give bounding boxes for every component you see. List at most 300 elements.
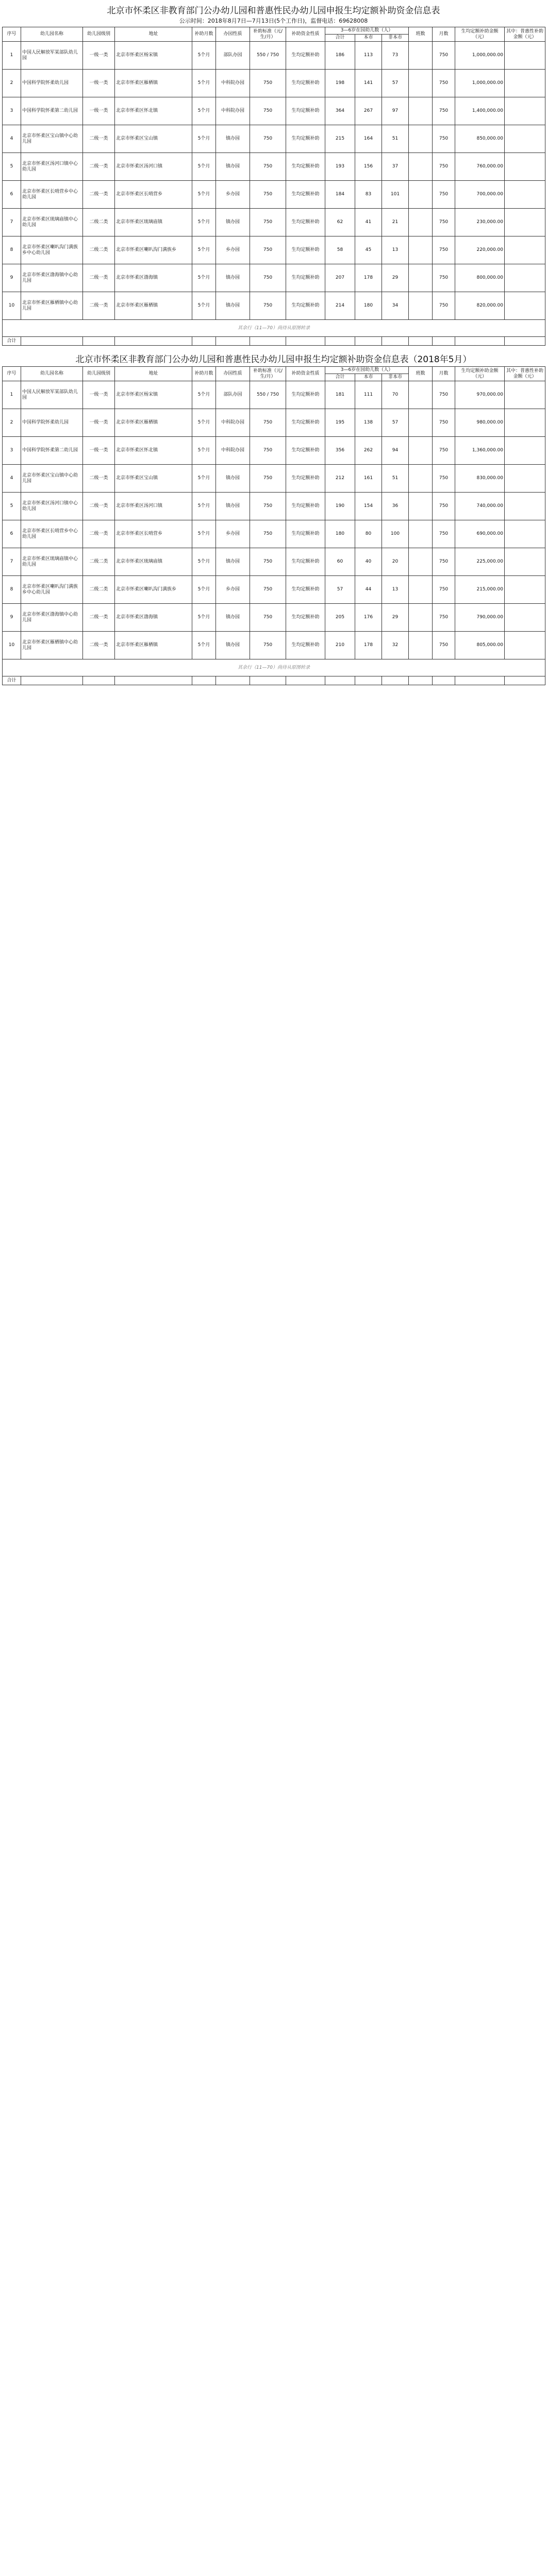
header-kids-group: 3—6岁在园幼儿数（人）	[325, 367, 409, 374]
table-cell: 750	[250, 548, 286, 576]
table-cell: 750	[250, 209, 286, 236]
totals-row	[3, 676, 545, 685]
totals-cell	[505, 337, 545, 346]
table-row	[3, 125, 545, 153]
table-cell: 80	[355, 520, 382, 548]
table-cell	[505, 264, 545, 292]
table-cell: 生均定额补助	[286, 437, 325, 465]
table-cell: 生均定额补助	[286, 153, 325, 181]
header-standard: 补助标准（元/生/月）	[250, 27, 286, 42]
header-remark: 其中：普惠性补助金额（元）	[505, 367, 545, 381]
table-cell: 1,000,000.00	[455, 70, 505, 97]
table-cell: 21	[382, 209, 409, 236]
table-cell	[505, 42, 545, 70]
table-cell: 9	[3, 604, 21, 632]
totals-cell	[216, 337, 250, 346]
totals-cell	[286, 676, 325, 685]
table-cell: 5个月	[192, 70, 216, 97]
table-row	[3, 181, 545, 209]
table-cell: 750	[433, 381, 455, 409]
table-cell: 138	[355, 409, 382, 437]
table-cell: 生均定额补助	[286, 181, 325, 209]
table-cell: 10	[3, 292, 21, 320]
table-cell: 750	[250, 632, 286, 659]
table-cell	[505, 409, 545, 437]
table-cell: 37	[382, 153, 409, 181]
table-cell: 北京市怀柔区怀北镇	[115, 437, 192, 465]
totals-cell	[21, 337, 83, 346]
table-cell	[505, 209, 545, 236]
table-cell: 51	[382, 125, 409, 153]
table-cell	[505, 437, 545, 465]
totals-cell	[286, 337, 325, 346]
funding-table	[2, 27, 545, 346]
table-row	[3, 632, 545, 659]
table-row	[3, 236, 545, 264]
header-no: 序号	[3, 367, 21, 381]
table-cell: 5个月	[192, 125, 216, 153]
table-row	[3, 437, 545, 465]
table-cell: 750	[250, 576, 286, 604]
table-cell: 1,400,000.00	[455, 97, 505, 125]
table-cell: 750	[433, 264, 455, 292]
table-cell: 740,000.00	[455, 493, 505, 520]
table-cell: 北京市怀柔区琉璃庙镇中心幼儿园	[21, 548, 83, 576]
table-cell: 212	[325, 465, 355, 493]
table-row	[3, 548, 545, 576]
table-cell: 北京市怀柔区汤河口镇中心幼儿园	[21, 153, 83, 181]
table-cell	[505, 465, 545, 493]
table-cell: 一级一类	[83, 409, 115, 437]
table-cell	[409, 264, 433, 292]
table-cell	[409, 576, 433, 604]
table-cell	[505, 632, 545, 659]
table-cell: 5个月	[192, 409, 216, 437]
table-cell: 5个月	[192, 493, 216, 520]
table-cell: 北京市怀柔区长哨营乡	[115, 520, 192, 548]
table-cell: 100	[382, 520, 409, 548]
table-cell: 中国科学院怀柔第二幼儿园	[21, 437, 83, 465]
table-cell: 5个月	[192, 520, 216, 548]
table-cell: 中国人民解放军某部队幼儿园	[21, 381, 83, 409]
table-title: 北京市怀柔区非教育部门公办幼儿园和普惠性民办幼儿园申报生均定额补助资金信息表（2018年5月）	[75, 354, 472, 365]
table-cell: 180	[355, 292, 382, 320]
totals-cell	[455, 337, 505, 346]
table-row	[3, 465, 545, 493]
table-cell: 820,000.00	[455, 292, 505, 320]
table-cell: 北京市怀柔区雁栖镇	[115, 292, 192, 320]
header-nature: 补助资金性质	[286, 27, 325, 42]
table-cell	[409, 409, 433, 437]
totals-cell	[433, 676, 455, 685]
header-name: 幼儿园名称	[21, 27, 83, 42]
table-cell: 161	[355, 465, 382, 493]
table-cell: 750	[250, 493, 286, 520]
table-cell: 镇办园	[216, 292, 250, 320]
table-cell: 215	[325, 125, 355, 153]
table-cell: 北京市怀柔区喇叭沟门满族乡	[115, 576, 192, 604]
table-cell: 北京市怀柔区雁栖镇中心幼儿园	[21, 292, 83, 320]
table-cell: 750	[250, 153, 286, 181]
table-cell: 一级一类	[83, 437, 115, 465]
header-classes: 班数	[409, 27, 433, 42]
table-cell: 中国科学院怀柔第二幼儿园	[21, 97, 83, 125]
totals-cell	[250, 676, 286, 685]
totals-cell	[505, 676, 545, 685]
table-cell: 镇办园	[216, 125, 250, 153]
table-cell: 970,000.00	[455, 381, 505, 409]
table-cell: 13	[382, 576, 409, 604]
table-cell	[505, 381, 545, 409]
table-cell: 750	[433, 125, 455, 153]
table-cell: 750	[250, 264, 286, 292]
table-cell: 5个月	[192, 181, 216, 209]
table-cell: 生均定额补助	[286, 520, 325, 548]
table-cell: 750	[433, 576, 455, 604]
table-cell: 750	[433, 236, 455, 264]
table-cell: 二级一类	[83, 520, 115, 548]
table-cell: 1	[3, 381, 21, 409]
table-cell	[505, 576, 545, 604]
table-cell: 北京市怀柔区汤河口镇	[115, 493, 192, 520]
table-cell: 二级一类	[83, 632, 115, 659]
table-cell: 5个月	[192, 264, 216, 292]
table-cell: 5个月	[192, 632, 216, 659]
table-cell: 一级一类	[83, 97, 115, 125]
table-cell: 760,000.00	[455, 153, 505, 181]
table-cell: 186	[325, 42, 355, 70]
table-cell: 镇办园	[216, 264, 250, 292]
totals-cell	[83, 337, 115, 346]
table-cell: 225,000.00	[455, 548, 505, 576]
table-cell: 356	[325, 437, 355, 465]
rows-note: 其余行（11—70）尚待从原图转录	[3, 659, 545, 676]
table-row	[3, 153, 545, 181]
table-cell: 267	[355, 97, 382, 125]
table-cell: 5个月	[192, 153, 216, 181]
table-cell: 乡办园	[216, 520, 250, 548]
table-cell: 中科院办园	[216, 409, 250, 437]
table-cell: 二级一类	[83, 125, 115, 153]
table-cell: 二级二类	[83, 209, 115, 236]
table-cell: 北京市怀柔区渤海镇中心幼儿园	[21, 604, 83, 632]
header-type: 办园性质	[216, 367, 250, 381]
table-cell	[409, 153, 433, 181]
table-cell: 北京市怀柔区宝山镇	[115, 125, 192, 153]
table-cell: 生均定额补助	[286, 70, 325, 97]
table-cell: 1,000,000.00	[455, 42, 505, 70]
table-cell: 750	[433, 70, 455, 97]
table-cell: 210	[325, 632, 355, 659]
table-cell: 57	[382, 70, 409, 97]
table-cell: 215,000.00	[455, 576, 505, 604]
table-cell: 141	[355, 70, 382, 97]
table-row	[3, 576, 545, 604]
table-cell: 北京市怀柔区琉璃庙镇	[115, 209, 192, 236]
table-cell	[505, 125, 545, 153]
table-cell: 生均定额补助	[286, 548, 325, 576]
table-cell	[505, 97, 545, 125]
table-cell: 二级一类	[83, 604, 115, 632]
table-cell: 750	[433, 292, 455, 320]
table-cell: 750	[250, 97, 286, 125]
table-cell	[505, 604, 545, 632]
header-row	[3, 27, 545, 35]
table-cell	[409, 209, 433, 236]
table-cell: 生均定额补助	[286, 264, 325, 292]
table-cell: 750	[433, 465, 455, 493]
table-cell	[409, 465, 433, 493]
header-classes: 班数	[409, 367, 433, 381]
table-cell: 750	[250, 70, 286, 97]
table-cell: 181	[325, 381, 355, 409]
table-cell: 镇办园	[216, 465, 250, 493]
table-cell	[409, 520, 433, 548]
table-cell: 36	[382, 493, 409, 520]
table-cell: 生均定额补助	[286, 465, 325, 493]
table-cell: 750	[433, 153, 455, 181]
totals-cell	[382, 337, 409, 346]
header-months-pay: 月数	[433, 367, 455, 381]
table-cell: 60	[325, 548, 355, 576]
table-cell: 750	[250, 520, 286, 548]
totals-cell	[115, 676, 192, 685]
totals-cell	[325, 337, 355, 346]
table-cell: 二级二类	[83, 548, 115, 576]
header-kids-nonlocal: 非本市	[382, 374, 409, 381]
table-cell: 生均定额补助	[286, 576, 325, 604]
table-cell: 58	[325, 236, 355, 264]
table-cell: 二级一类	[83, 292, 115, 320]
table-cell: 中科院办园	[216, 437, 250, 465]
table-cell: 94	[382, 437, 409, 465]
table-cell: 830,000.00	[455, 465, 505, 493]
table-cell: 750	[433, 632, 455, 659]
table-cell: 二级一类	[83, 181, 115, 209]
table-cell: 3	[3, 437, 21, 465]
table-cell: 北京市怀柔区宝山镇	[115, 465, 192, 493]
table-cell: 214	[325, 292, 355, 320]
table-cell: 二级二类	[83, 236, 115, 264]
table-cell: 57	[382, 409, 409, 437]
table-cell: 193	[325, 153, 355, 181]
table-cell: 178	[355, 264, 382, 292]
table-row	[3, 409, 545, 437]
table-cell: 230,000.00	[455, 209, 505, 236]
table-cell: 205	[325, 604, 355, 632]
table-cell: 6	[3, 181, 21, 209]
table-cell: 62	[325, 209, 355, 236]
header-level: 幼儿园级别	[83, 27, 115, 42]
header-name: 幼儿园名称	[21, 367, 83, 381]
table-cell: 101	[382, 181, 409, 209]
table-row	[3, 70, 545, 97]
table-cell: 13	[382, 236, 409, 264]
table-subtitle: 公示时间：2018年8月7日—7月13日(5个工作日)，监督电话：69628008	[179, 18, 368, 24]
table-cell: 北京市怀柔区渤海镇	[115, 604, 192, 632]
table-cell: 5个月	[192, 209, 216, 236]
totals-cell	[455, 676, 505, 685]
header-months-pay: 月数	[433, 27, 455, 42]
table-cell: 5个月	[192, 42, 216, 70]
table-cell: 北京市怀柔区雁栖镇	[115, 632, 192, 659]
header-address: 地址	[115, 27, 192, 42]
table-cell	[505, 520, 545, 548]
table-cell: 750	[433, 409, 455, 437]
table-cell: 生均定额补助	[286, 97, 325, 125]
totals-cell	[433, 337, 455, 346]
table-cell: 生均定额补助	[286, 125, 325, 153]
table-cell: 镇办园	[216, 632, 250, 659]
table-cell: 750	[433, 42, 455, 70]
table-cell	[409, 381, 433, 409]
section-separator	[2, 346, 545, 351]
table-cell: 2	[3, 70, 21, 97]
table-cell: 北京市怀柔区琉璃庙镇	[115, 548, 192, 576]
table-cell: 1,360,000.00	[455, 437, 505, 465]
table-cell: 生均定额补助	[286, 409, 325, 437]
table-cell: 4	[3, 125, 21, 153]
table-cell: 40	[355, 548, 382, 576]
table-row	[3, 493, 545, 520]
table-row	[3, 42, 545, 70]
table-cell	[409, 236, 433, 264]
header-months: 补助月数	[192, 27, 216, 42]
table-cell: 10	[3, 632, 21, 659]
table-cell: 180	[325, 520, 355, 548]
table-cell: 二级一类	[83, 465, 115, 493]
table-cell: 二级一类	[83, 264, 115, 292]
table-cell: 700,000.00	[455, 181, 505, 209]
table-cell: 5个月	[192, 576, 216, 604]
table-cell: 97	[382, 97, 409, 125]
table-cell: 镇办园	[216, 153, 250, 181]
table-cell: 32	[382, 632, 409, 659]
table-cell: 北京市怀柔区渤海镇中心幼儿园	[21, 264, 83, 292]
table-cell	[505, 493, 545, 520]
totals-cell	[21, 676, 83, 685]
table-cell: 中科院办园	[216, 70, 250, 97]
table-cell: 750	[433, 604, 455, 632]
totals-cell	[83, 676, 115, 685]
table-cell: 176	[355, 604, 382, 632]
table-cell: 195	[325, 409, 355, 437]
table-cell: 生均定额补助	[286, 42, 325, 70]
table-cell	[409, 548, 433, 576]
table-cell: 156	[355, 153, 382, 181]
header-kids-local: 本市	[355, 374, 382, 381]
table-cell	[409, 97, 433, 125]
table-cell: 154	[355, 493, 382, 520]
table-row	[3, 209, 545, 236]
table-cell: 850,000.00	[455, 125, 505, 153]
totals-row	[3, 337, 545, 346]
table-footer	[3, 337, 545, 346]
table-cell: 805,000.00	[455, 632, 505, 659]
table-cell: 41	[355, 209, 382, 236]
table-cell	[409, 632, 433, 659]
table-cell: 中国科学院怀柔幼儿园	[21, 70, 83, 97]
table-cell: 750	[433, 209, 455, 236]
table-cell: 178	[355, 632, 382, 659]
totals-cell	[409, 337, 433, 346]
totals-cell	[355, 676, 382, 685]
table-cell: 5个月	[192, 236, 216, 264]
header-amount: 生均定额补助金额（元）	[455, 27, 505, 42]
table-cell: 790,000.00	[455, 604, 505, 632]
table-header	[3, 367, 545, 381]
table-cell	[505, 181, 545, 209]
table-cell: 750	[250, 465, 286, 493]
table-cell: 二级二类	[83, 576, 115, 604]
table-cell: 800,000.00	[455, 264, 505, 292]
table-cell: 5个月	[192, 604, 216, 632]
table-row	[3, 381, 545, 409]
table-cell	[505, 153, 545, 181]
table-cell: 生均定额补助	[286, 236, 325, 264]
totals-cell	[192, 676, 216, 685]
table-body	[3, 381, 545, 676]
table-cell: 750	[433, 437, 455, 465]
table-cell: 750	[250, 181, 286, 209]
table-cell: 部队办园	[216, 42, 250, 70]
table-cell: 5	[3, 493, 21, 520]
table-cell: 镇办园	[216, 548, 250, 576]
table-cell: 北京市怀柔区杨宋镇	[115, 381, 192, 409]
table-cell: 111	[355, 381, 382, 409]
table-cell: 北京市怀柔区长哨营乡中心幼儿园	[21, 520, 83, 548]
header-months: 补助月数	[192, 367, 216, 381]
table-cell	[409, 493, 433, 520]
header-standard: 补助标准（元/生/月）	[250, 367, 286, 381]
funding-table	[2, 366, 545, 685]
table-cell: 8	[3, 576, 21, 604]
table-cell: 生均定额补助	[286, 604, 325, 632]
table-cell: 生均定额补助	[286, 381, 325, 409]
table-cell: 750	[433, 493, 455, 520]
table-cell: 北京市怀柔区雁栖镇中心幼儿园	[21, 632, 83, 659]
table-cell: 262	[355, 437, 382, 465]
table-cell: 二级一类	[83, 153, 115, 181]
table-cell: 生均定额补助	[286, 292, 325, 320]
totals-cell	[192, 337, 216, 346]
table-cell: 1	[3, 42, 21, 70]
table-cell: 29	[382, 264, 409, 292]
header-type: 办园性质	[216, 27, 250, 42]
table-cell: 34	[382, 292, 409, 320]
header-kids-total: 合计	[325, 374, 355, 381]
totals-cell	[382, 676, 409, 685]
table-cell: 6	[3, 520, 21, 548]
totals-cell	[250, 337, 286, 346]
header-kids-local: 本市	[355, 35, 382, 42]
table-cell: 部队办园	[216, 381, 250, 409]
table-row-note	[3, 320, 545, 337]
table-row-note	[3, 659, 545, 676]
table-cell: 生均定额补助	[286, 209, 325, 236]
table-cell: 北京市怀柔区宝山镇中心幼儿园	[21, 465, 83, 493]
table-cell: 北京市怀柔区喇叭沟门满族乡中心幼儿园	[21, 576, 83, 604]
header-kids-total: 合计	[325, 35, 355, 42]
header-kids-nonlocal: 非本市	[382, 35, 409, 42]
table-cell: 镇办园	[216, 604, 250, 632]
table-cell: 550 / 750	[250, 42, 286, 70]
table-cell: 北京市怀柔区雁栖镇	[115, 409, 192, 437]
header-level: 幼儿园级别	[83, 367, 115, 381]
table-cell: 750	[433, 520, 455, 548]
table-cell: 164	[355, 125, 382, 153]
rows-note: 其余行（11—70）尚待从原图转录	[3, 320, 545, 337]
